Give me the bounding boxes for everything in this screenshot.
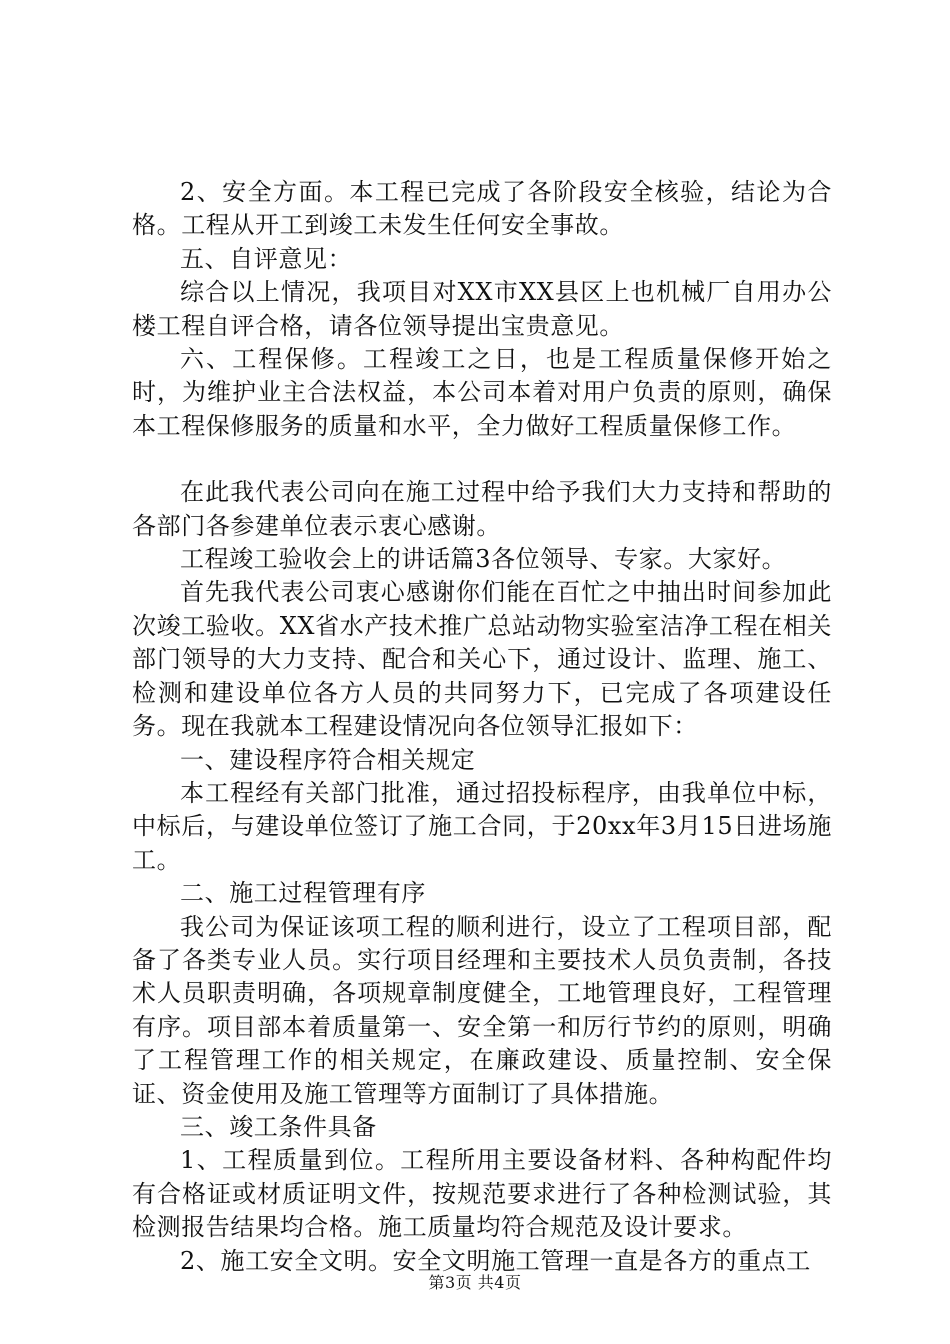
heading-completion-conditions: 三、竣工条件具备 [180,1112,377,1141]
heading-construction-procedure: 一、建设程序符合相关规定 [180,745,476,774]
page-number: 第3页 共4页 [428,1273,522,1292]
paragraph-safety: 2、安全方面。本工程已完成了各阶段安全核验，结论为合格。工程从开工到竣工未发生任何安全事故。 [132,178,832,240]
paragraph-self-evaluation: 综合以上情况，我项目对XX市XX县区上也机械厂自用办公楼工程自评合格，请各位领导提出宝贵意见。 [132,278,832,340]
paragraph-thanks: 在此我代表公司向在施工过程中给予我们大力支持和帮助的各部门各参建单位表示衷心感谢。 [132,478,832,540]
heading-process-management: 二、施工过程管理有序 [180,879,426,908]
paragraph-process-management: 我公司为保证该项工程的顺利进行，设立了工程项目部，配备了各类专业人员。实行项目经理和主要技术人员负责制，各技术人员职责明确，各项规章制度健全，工地管理良好，工程管理有序。项目部本着质量第一、安全第一和厉行节约的原则，明确了工程管理工作的相关规定，在廉政建设、质量控制、安全保证、资金使用及施工管理等方面制订了具体措施。 [132,912,832,1108]
heading-self-evaluation: 五、自评意见： [180,244,353,273]
paragraph-safe-construction: 2、施工安全文明。安全文明施工管理一直是各方的重点工 [180,1246,811,1275]
paragraph-speech-title: 工程竣工验收会上的讲话篇3各位领导、专家。大家好。 [180,545,787,574]
paragraph-quality: 1、工程质量到位。工程所用主要设备材料、各种构配件均有合格证或材质证明文件，按规范要求进行了各种检测试验，其检测报告结果均合格。施工质量均符合规范及设计要求。 [132,1146,832,1242]
paragraph-warranty: 六、工程保修。工程竣工之日，也是工程质量保修开始之时，为维护业主合法权益，本公司本着对用户负责的原则，确保本工程保修服务的质量和水平，全力做好工程质量保修工作。 [132,345,832,440]
paragraph-introduction: 首先我代表公司衷心感谢你们能在百忙之中抽出时间参加此次竣工验收。XX省水产技术推广总站动物实验室洁净工程在相关部门领导的大力支持、配合和关心下，通过设计、监理、施工、检测和建设单位各方人员的共同努力下，已完成了各项建设任务。现在我就本工程建设情况向各位领导汇报如下： [132,578,832,741]
paragraph-construction-procedure: 本工程经有关部门批准，通过招投标程序，由我单位中标，中标后，与建设单位签订了施工合同，于20xx年3月15日进场施工。 [132,778,832,874]
blank-line [132,443,832,476]
document-body [132,176,832,1278]
